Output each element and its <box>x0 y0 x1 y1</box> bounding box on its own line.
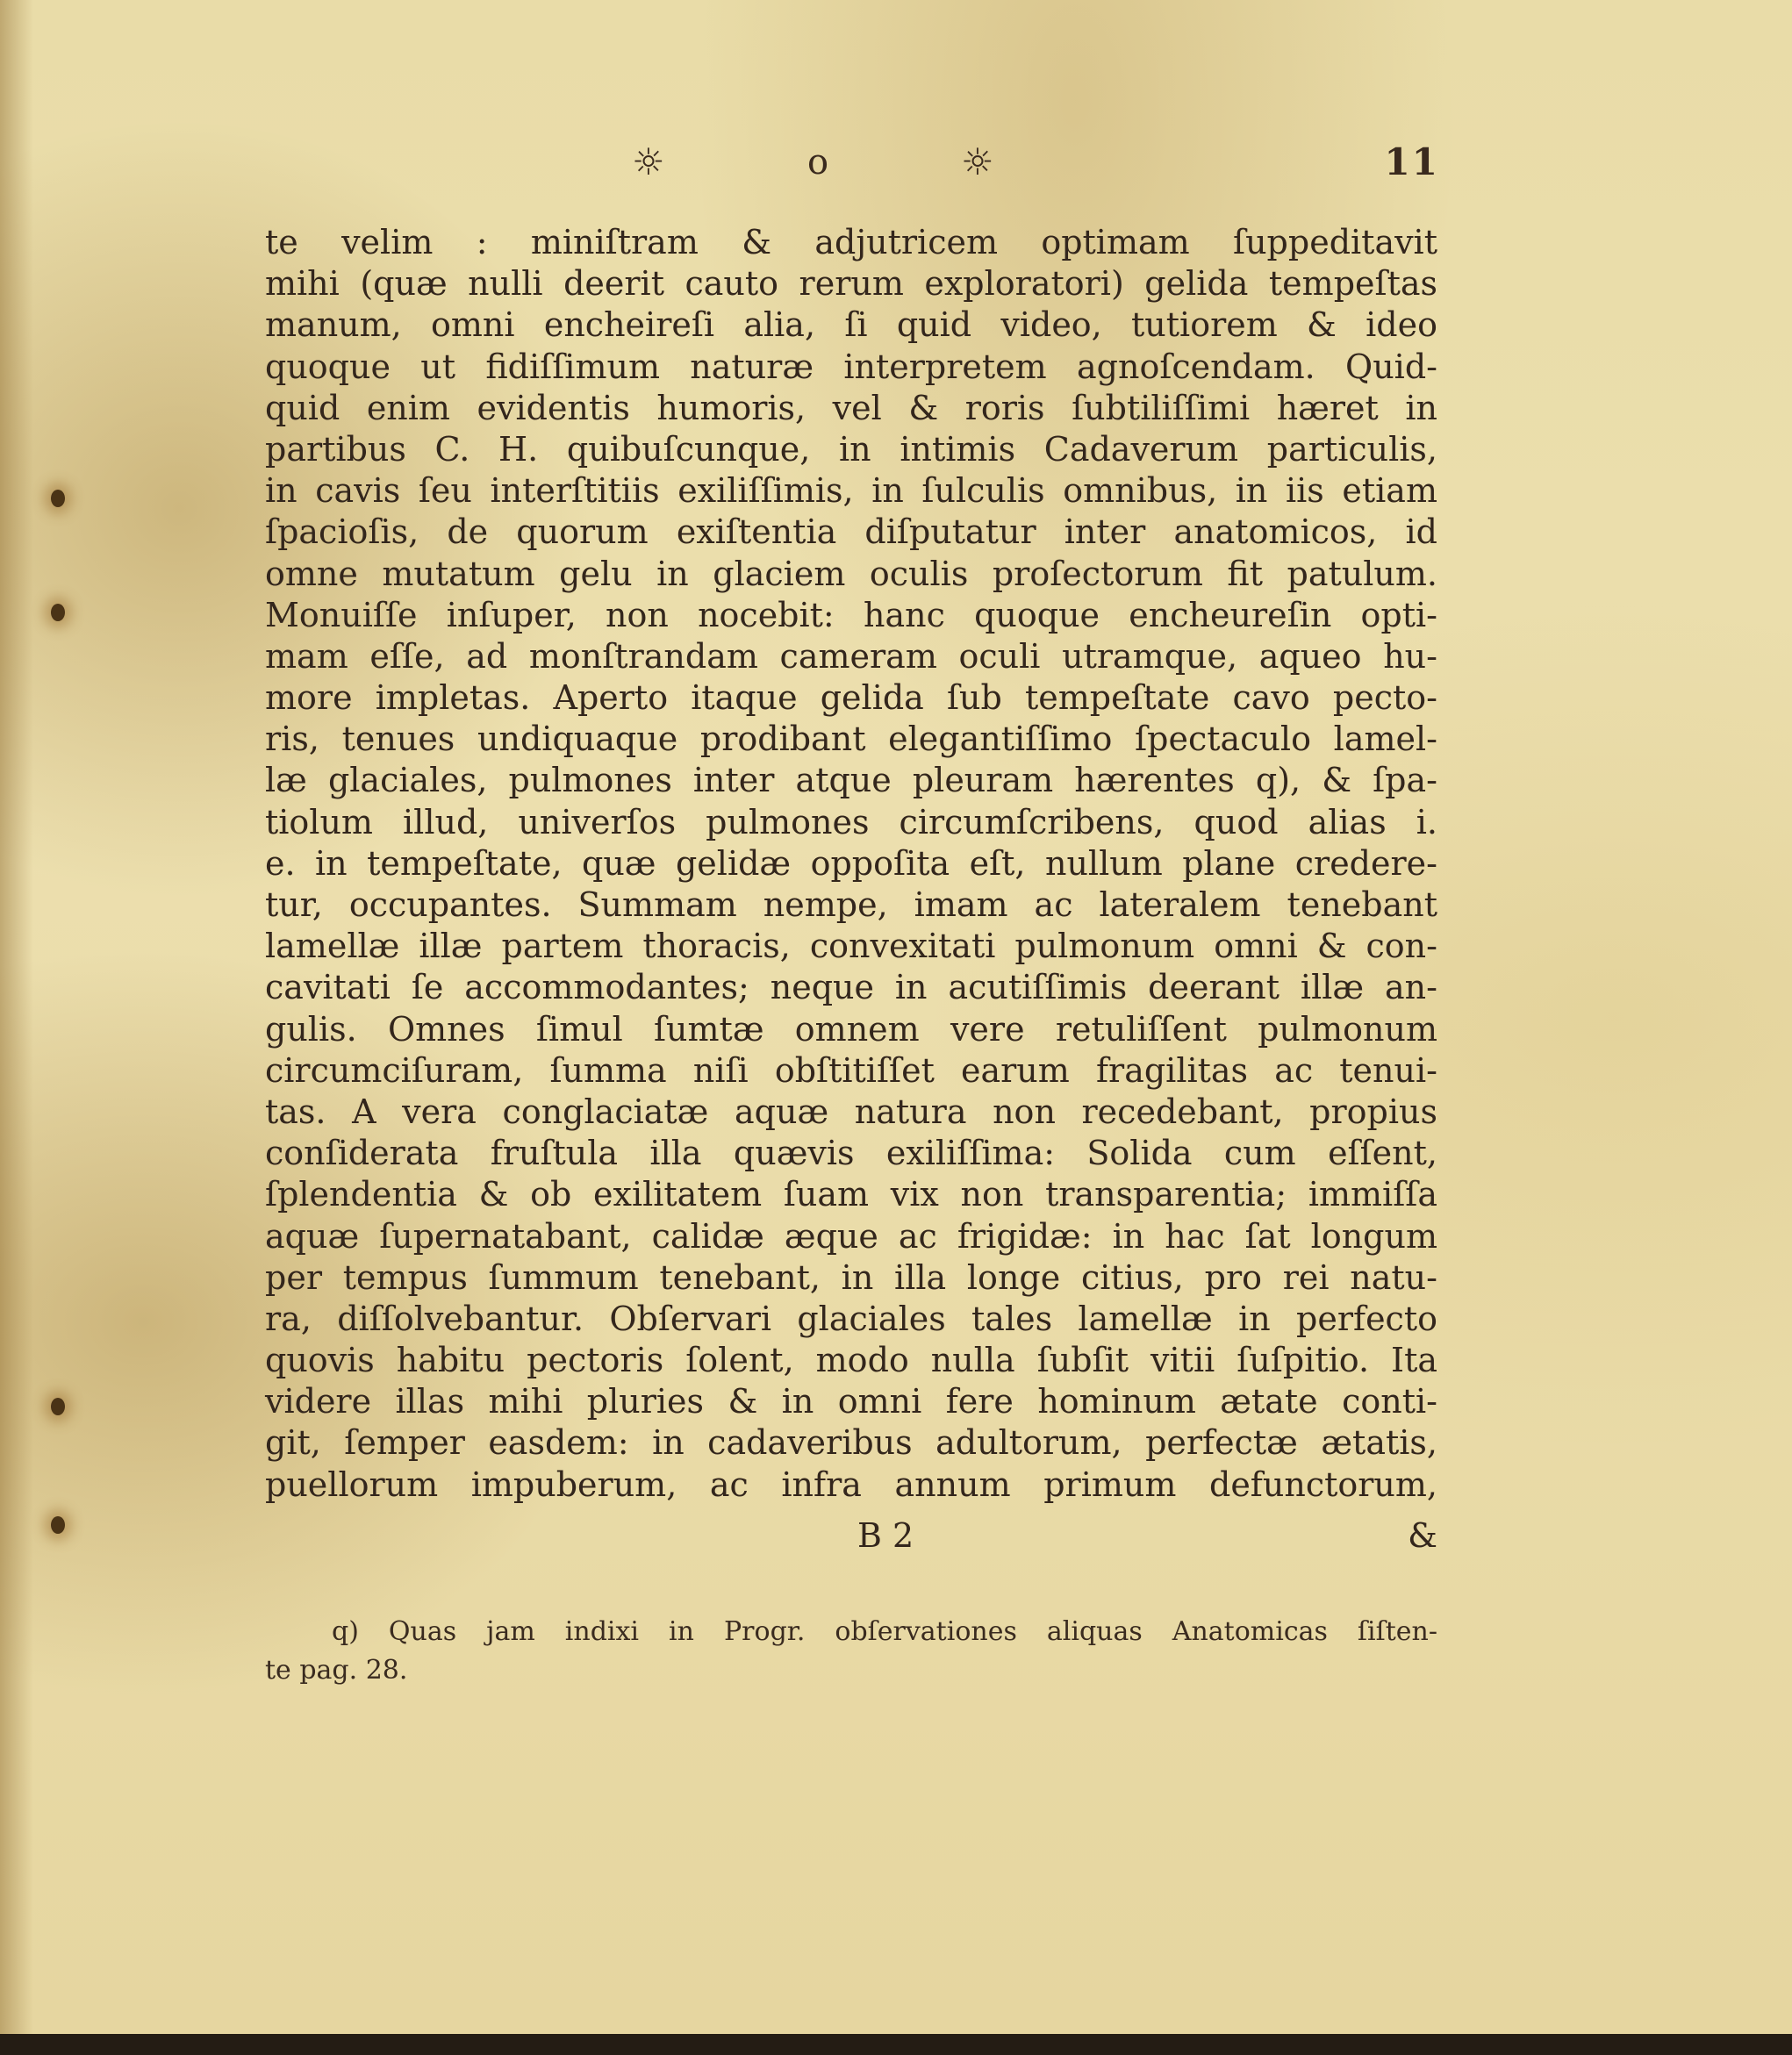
text-line: ra, diſſolvebantur. Obſervari glaciales tales lamellæ in perfecto <box>265 1299 1437 1338</box>
footnote <box>265 1613 1437 1690</box>
page-number: 11 <box>1384 140 1439 183</box>
text-line: cavitati ſe accommodantes; neque in acutiſſimis deerant illæ an- <box>265 968 1437 1007</box>
binding-hole <box>51 1516 65 1534</box>
text-line: ſpacioſis, de quorum exiſtentia diſputatur inter anatomicos, id <box>265 512 1437 552</box>
text-line: tiolum illud, univerſos pulmones circumſcribens, quod alias i. <box>265 802 1437 841</box>
text-line: aquæ ſupernatabant, calidæ æque ac frigidæ: in hac ſat longum <box>265 1216 1437 1256</box>
catchword: & <box>1408 1516 1437 1555</box>
running-head <box>263 136 1439 189</box>
text-line: manum, omni encheireſi alia, ſi quid video, tutiorem & ideo <box>265 305 1437 345</box>
text-line: mihi (quæ nulli deerit cauto rerum exploratori) gelida tempeſtas <box>265 264 1437 304</box>
text-line: per tempus ſummum tenebant, in illa longe citius, pro rei natu- <box>265 1257 1437 1297</box>
sun-ornament-icon: ☼ <box>961 140 994 183</box>
text-line: læ glaciales, pulmones inter atque pleuram hærentes q), & ſpa- <box>265 761 1437 800</box>
text-line: videre illas mihi pluries & in omni fere hominum ætate conti- <box>265 1382 1437 1421</box>
text-line: conſiderata fruſtula illa quævis exiliſſima: Solida cum eſſent, <box>265 1134 1437 1173</box>
binding-hole <box>51 490 65 507</box>
scan-bottom-border <box>0 2034 1792 2055</box>
text-line: circumciſuram, ſumma niſi obſtitiſſet earum fragilitas ac tenui- <box>265 1050 1437 1090</box>
text-line: ris, tenues undiquaque prodibant elegantiſſimo ſpectaculo lamel- <box>265 720 1437 759</box>
text-line: gulis. Omnes ſimul ſumtæ omnem vere retuliſſent pulmonum <box>265 1009 1437 1049</box>
text-line: tas. A vera conglaciatæ aquæ natura non recedebant, propius <box>265 1092 1437 1131</box>
body-text <box>265 222 1437 1506</box>
text-line: in cavis ſeu interſtitiis exiliſſimis, in ſulculis omnibus, in iis etiam <box>265 471 1437 511</box>
text-line: quovis habitu pectoris ſolent, modo nulla ſubſit vitii ſuſpitio. Ita <box>265 1341 1437 1380</box>
text-line: partibus C. H. quibuſcunque, in intimis Cadaverum particulis, <box>265 429 1437 469</box>
text-line: ſplendentia & ob exilitatem ſuam vix non transparentia; immiſſa <box>265 1175 1437 1214</box>
page-left-edge-stain <box>0 0 33 2034</box>
text-line: git, ſemper easdem: in cadaveribus adultorum, perfectæ ætatis, <box>265 1423 1437 1463</box>
text-line: more impletas. Aperto itaque gelida ſub tempeſtate cavo pecto- <box>265 678 1437 718</box>
text-line: quid enim evidentis humoris, vel & roris ſubtiliſſimi hæret in <box>265 388 1437 427</box>
text-line: te velim : miniſtram & adjutricem optimam ſuppeditavit <box>265 223 1437 261</box>
binding-hole <box>51 1398 65 1415</box>
binding-hole <box>51 604 65 621</box>
text-line: puellorum impuberum, ac infra annum primum defunctorum, <box>265 1464 1437 1504</box>
footnote-line: q) Quas jam indixi in Progr. obſervationes aliquas Anatomicas ſiſten- <box>332 1616 1437 1647</box>
text-line: Monuiſſe inſuper, non nocebit: hanc quoque encheureſin opti- <box>265 595 1437 634</box>
text-line: mam eſſe, ad monſtrandam cameram oculi utramque, aqueo hu- <box>265 636 1437 676</box>
sun-ornament-icon: ☼ <box>632 140 665 183</box>
text-line: omne mutatum gelu in glaciem oculis proſectorum fit patulum. <box>265 554 1437 593</box>
text-line: tur, occupantes. Summam nempe, imam ac lateralem tenebant <box>265 885 1437 924</box>
signature-mark: B 2 <box>857 1516 914 1555</box>
text-line: lamellæ illæ partem thoracis, convexitati pulmonum omni & con- <box>265 927 1437 966</box>
text-line: e. in tempeſtate, quæ gelidæ oppoſita eſt, nullum plane credere- <box>265 843 1437 883</box>
center-ornament: o <box>807 142 829 183</box>
page-foot-line <box>265 1516 1437 1560</box>
footnote-line: te pag. 28. <box>265 1655 408 1686</box>
text-line: quoque ut fidiſſimum naturæ interpretem agnoſcendam. Quid- <box>265 347 1437 386</box>
